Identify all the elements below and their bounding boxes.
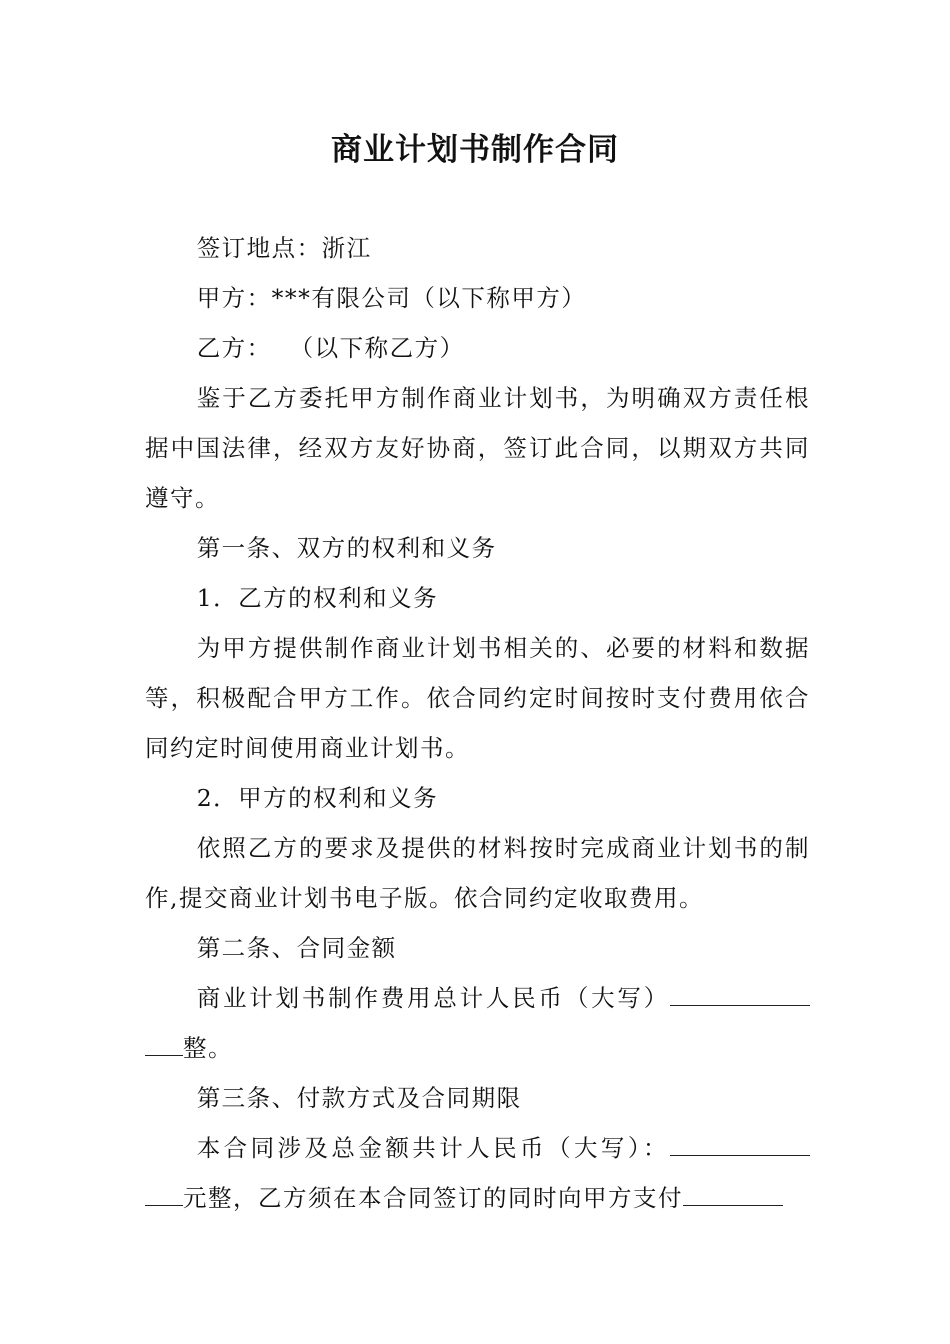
party-a: 甲方：***有限公司（以下称甲方） bbox=[196, 284, 587, 312]
article-3-heading: 第三条、付款方式及合同期限 bbox=[196, 1084, 522, 1112]
preamble: 鉴于乙方委托甲方制作商业计划书，为明确双方责任根据中国法律，经双方友好协商，签订此合同，以期双方共同遵守。 bbox=[145, 384, 810, 512]
section-1-text: 为甲方提供制作商业计划书相关的、必要的材料和数据等，积极配合甲方工作。依合同约定时间按时支付费用依合同约定时间使用商业计划书。 bbox=[145, 634, 810, 762]
payment-blank-line bbox=[683, 1179, 783, 1206]
amount-blank-line-continued bbox=[145, 1029, 183, 1056]
total-blank-line bbox=[670, 1129, 810, 1156]
article-1-heading: 第一条、双方的权利和义务 bbox=[196, 534, 497, 562]
section-2-text: 依照乙方的要求及提供的材料按时完成商业计划书的制作,提交商业计划书电子版。依合同约定收取费用。 bbox=[145, 834, 810, 912]
signing-location: 签订地点：浙江 bbox=[196, 234, 372, 262]
contract-amount-label: 商业计划书制作费用总计人民币（大写） bbox=[196, 984, 670, 1012]
section-2-heading: 2．甲方的权利和义务 bbox=[196, 784, 439, 812]
party-b: 乙方： （以下称乙方） bbox=[196, 334, 465, 362]
amount-blank-line bbox=[670, 979, 810, 1006]
document-title: 商业计划书制作合同 bbox=[331, 132, 619, 168]
contract-body bbox=[145, 223, 810, 1223]
article-2-heading: 第二条、合同金额 bbox=[196, 934, 397, 962]
section-1-heading: 1．乙方的权利和义务 bbox=[196, 584, 439, 612]
payment-text bbox=[145, 1123, 810, 1223]
total-blank-line-continued bbox=[145, 1179, 183, 1206]
contract-amount-suffix: 整。 bbox=[183, 1034, 233, 1062]
payment-total-label: 本合同涉及总金额共计人民币（大写）： bbox=[196, 1134, 670, 1162]
contract-amount-text bbox=[145, 973, 810, 1073]
payment-text-continued: 元整，乙方须在本合同签订的同时向甲方支付 bbox=[183, 1184, 683, 1212]
